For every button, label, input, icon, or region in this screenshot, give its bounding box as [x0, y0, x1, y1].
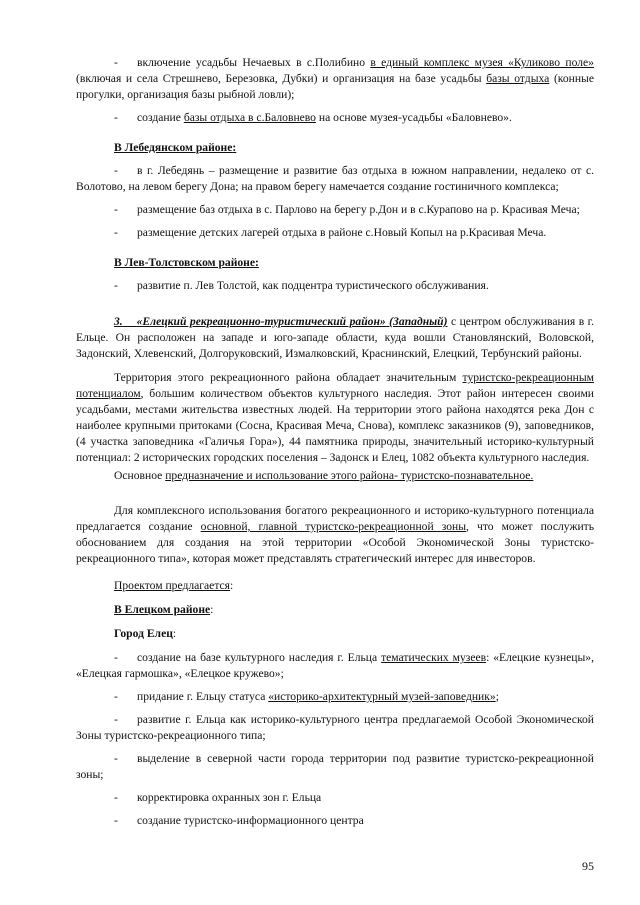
heading-lev-tolstoy: В Лев-Толстовском районе:	[114, 256, 259, 269]
purpose-paragraph: Основное предназначение и использование этого района- туристско-познавательное.	[114, 469, 534, 482]
list-item: - в г. Лебедянь – размещение и развитие баз отдыха в южном направлении, недалеко от с. Волотово, на левом берегу Дона; на правом берегу намечается создание гостиничного комплекса;	[76, 164, 594, 193]
list-item: - придание г. Ельцу статуса «историко-архитектурный музей-заповедник»;	[114, 690, 499, 703]
list-item: - выделение в северной части города территории под развитие туристско-рекреационной зоны;	[76, 752, 594, 781]
territory-paragraph: Территория этого рекреационного района обладает значительным туристско-рекреационным потенциалом, большим количеством объектов культурного наследия. Этот район интересен своими усадьбами, местами жительства известных людей. На территории этого района находятся река Дон с наиболее крупными притоками (Сосна, Красивая Меча, Снова), комплекс заказников (9), заповедников, (4 участка заповедника «Галичья Гора»), 44 памятника природы, значительный историко-культурный потенциал: 2 исторических городских поселения – Задонск и Елец, 1082 объекта культурного наследия.	[76, 371, 594, 464]
bullet-polibino: - включение усадьбы Нечаевых в с.Полибино в единый комплекс музея «Куликово поле» (включая и села Стрешнево, Березовка, Дубки) и организация на базе усадьбы базы отдыха (конные прогулки, организация базы рыбной ловли);	[76, 56, 594, 101]
list-item: - создание на базе культурного наследия г. Ельца тематических музеев: «Елецкие кузнецы», «Елецкая гармошка», «Елецкое кружево»;	[76, 651, 595, 680]
list-item: - развитие г. Ельца как историко-культурного центра предлагаемой Особой Экономической Зоны туристско-рекреационного типа;	[76, 713, 594, 742]
list-item: - создание туристско-информационного центра	[114, 814, 364, 827]
proposed-line: Проектом предлагается:	[114, 579, 234, 592]
list-item: - размещение детских лагерей отдыха в районе с.Новый Копыл на р.Красивая Меча.	[114, 226, 547, 239]
document-body	[76, 55, 594, 836]
page-number: 95	[582, 859, 594, 873]
heading-yelets-district: В Елецком районе:	[114, 603, 214, 616]
list-item: - развитие п. Лев Толстой, как подцентра туристического обслуживания.	[114, 279, 489, 292]
complex-paragraph: Для комплексного использования богатого рекреационного и историко-культурного потенциала предлагается создание основной, главной туристско-рекреационной зоны, что может послужить обоснованием для создания на этой территории «Особой Экономической Зоны туристско-рекреационного типа», которая может представлять стратегический интерес для инвесторов.	[76, 504, 595, 565]
bullet-dash: -	[114, 111, 118, 124]
list-item: - размещение баз отдыха в с. Парлово на берегу р.Дон и в с.Курапово на р. Красивая Меча;	[114, 203, 580, 216]
bullet-dash: -	[114, 56, 118, 69]
heading-lebedyan: В Лебедянском районе:	[114, 141, 237, 154]
yelets-zone-paragraph: 3. «Елецкий рекреационно-туристический район» (Западный) с центром обслуживания в г. Ельце. Он расположен на западе и юго-западе области, куда вошли Становлянский, Воловской, Задонский, Хлевенский, Долгоруковский, Измалковский, Краснинский, Елецкий, Тербунский районы.	[76, 315, 595, 360]
heading-city: Город Елец:	[114, 627, 177, 640]
bullet-balovnevo: - создание базы отдыха в с.Баловнево на основе музея-усадьбы «Баловнево».	[114, 111, 512, 124]
list-item: - корректировка охранных зон г. Ельца	[114, 791, 322, 804]
